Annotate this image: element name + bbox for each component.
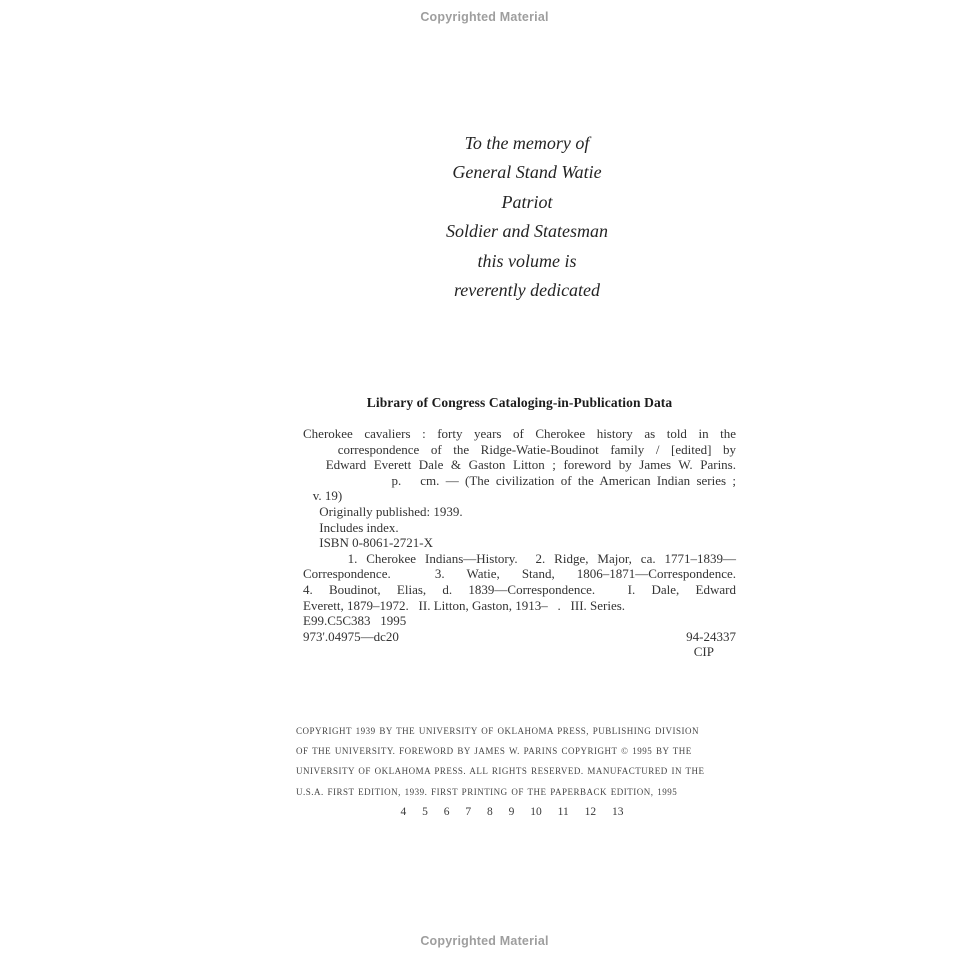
dewey-number: 973'.04975—dc20	[303, 628, 399, 644]
copyright-line: OF THE UNIVERSITY. FOREWORD BY JAMES W. PARINS COPYRIGHT © 1995 BY THE	[296, 746, 692, 757]
dedication-block	[85, 129, 969, 305]
dedication-line: Patriot	[501, 191, 553, 212]
cip-line: v. 19)	[303, 488, 343, 504]
cip-line: Includes index.	[303, 519, 399, 535]
printing-number-line: 4 5 6 7 8 9 10 11 12 13	[400, 806, 624, 818]
cip-label: CIP	[693, 644, 714, 660]
cip-line: Cherokee cavaliers : forty years of Cherokee history as told in the	[303, 426, 736, 441]
copyright-line: COPYRIGHT 1939 BY THE UNIVERSITY OF OKLAHOMA PRESS, PUBLISHING DIVISION	[296, 726, 700, 736]
copyrighted-material-watermark-top: Copyrighted Material	[420, 10, 549, 24]
cip-line: Correspondence. 3. Watie, Stand, 1806–1871—Correspondence.	[303, 566, 736, 582]
copyright-line: UNIVERSITY OF OKLAHOMA PRESS. ALL RIGHTS RESERVED. MANUFACTURED IN THE	[296, 766, 705, 777]
cip-line: E99.C5C383 1995	[303, 613, 407, 629]
cip-line: Edward Everett Dale & Gaston Litton ; foreword by James W. Parins.	[303, 457, 736, 473]
cip-line: correspondence of the Ridge-Watie-Boudinot family / [edited] by	[303, 441, 736, 457]
dedication-line: Soldier and Statesman	[446, 221, 608, 242]
cip-line: p. cm. — (The civilization of the American Indian series ;	[303, 472, 736, 488]
cip-line: ISBN 0-8061-2721-X	[303, 535, 433, 551]
lccn-number: 94-24337	[686, 628, 736, 644]
copyrighted-material-watermark-bottom: Copyrighted Material	[420, 934, 549, 948]
cip-data-block	[303, 426, 736, 660]
cip-line: 4. Boudinot, Elias, d. 1839—Correspondence. I. Dale, Edward	[303, 581, 736, 597]
dedication-line: General Stand Watie	[452, 162, 602, 183]
classification-row	[303, 629, 736, 645]
dedication-line: this volume is	[477, 250, 577, 271]
cip-line: 1. Cherokee Indians—History. 2. Ridge, Major, ca. 1771–1839—	[303, 550, 737, 566]
cip-line: Everett, 1879–1972. II. Litton, Gaston, 1913– . III. Series.	[303, 597, 626, 613]
copyright-notice-block	[296, 721, 733, 802]
cip-line: Originally published: 1939.	[303, 503, 463, 519]
dedication-line: reverently dedicated	[453, 280, 601, 301]
dedication-line: To the memory of	[464, 133, 590, 153]
cip-heading: Library of Congress Cataloging-in-Publication Data	[366, 395, 673, 410]
copyright-line: U.S.A. FIRST EDITION, 1939. FIRST PRINTING OF THE PAPERBACK EDITION, 1995	[296, 786, 678, 797]
